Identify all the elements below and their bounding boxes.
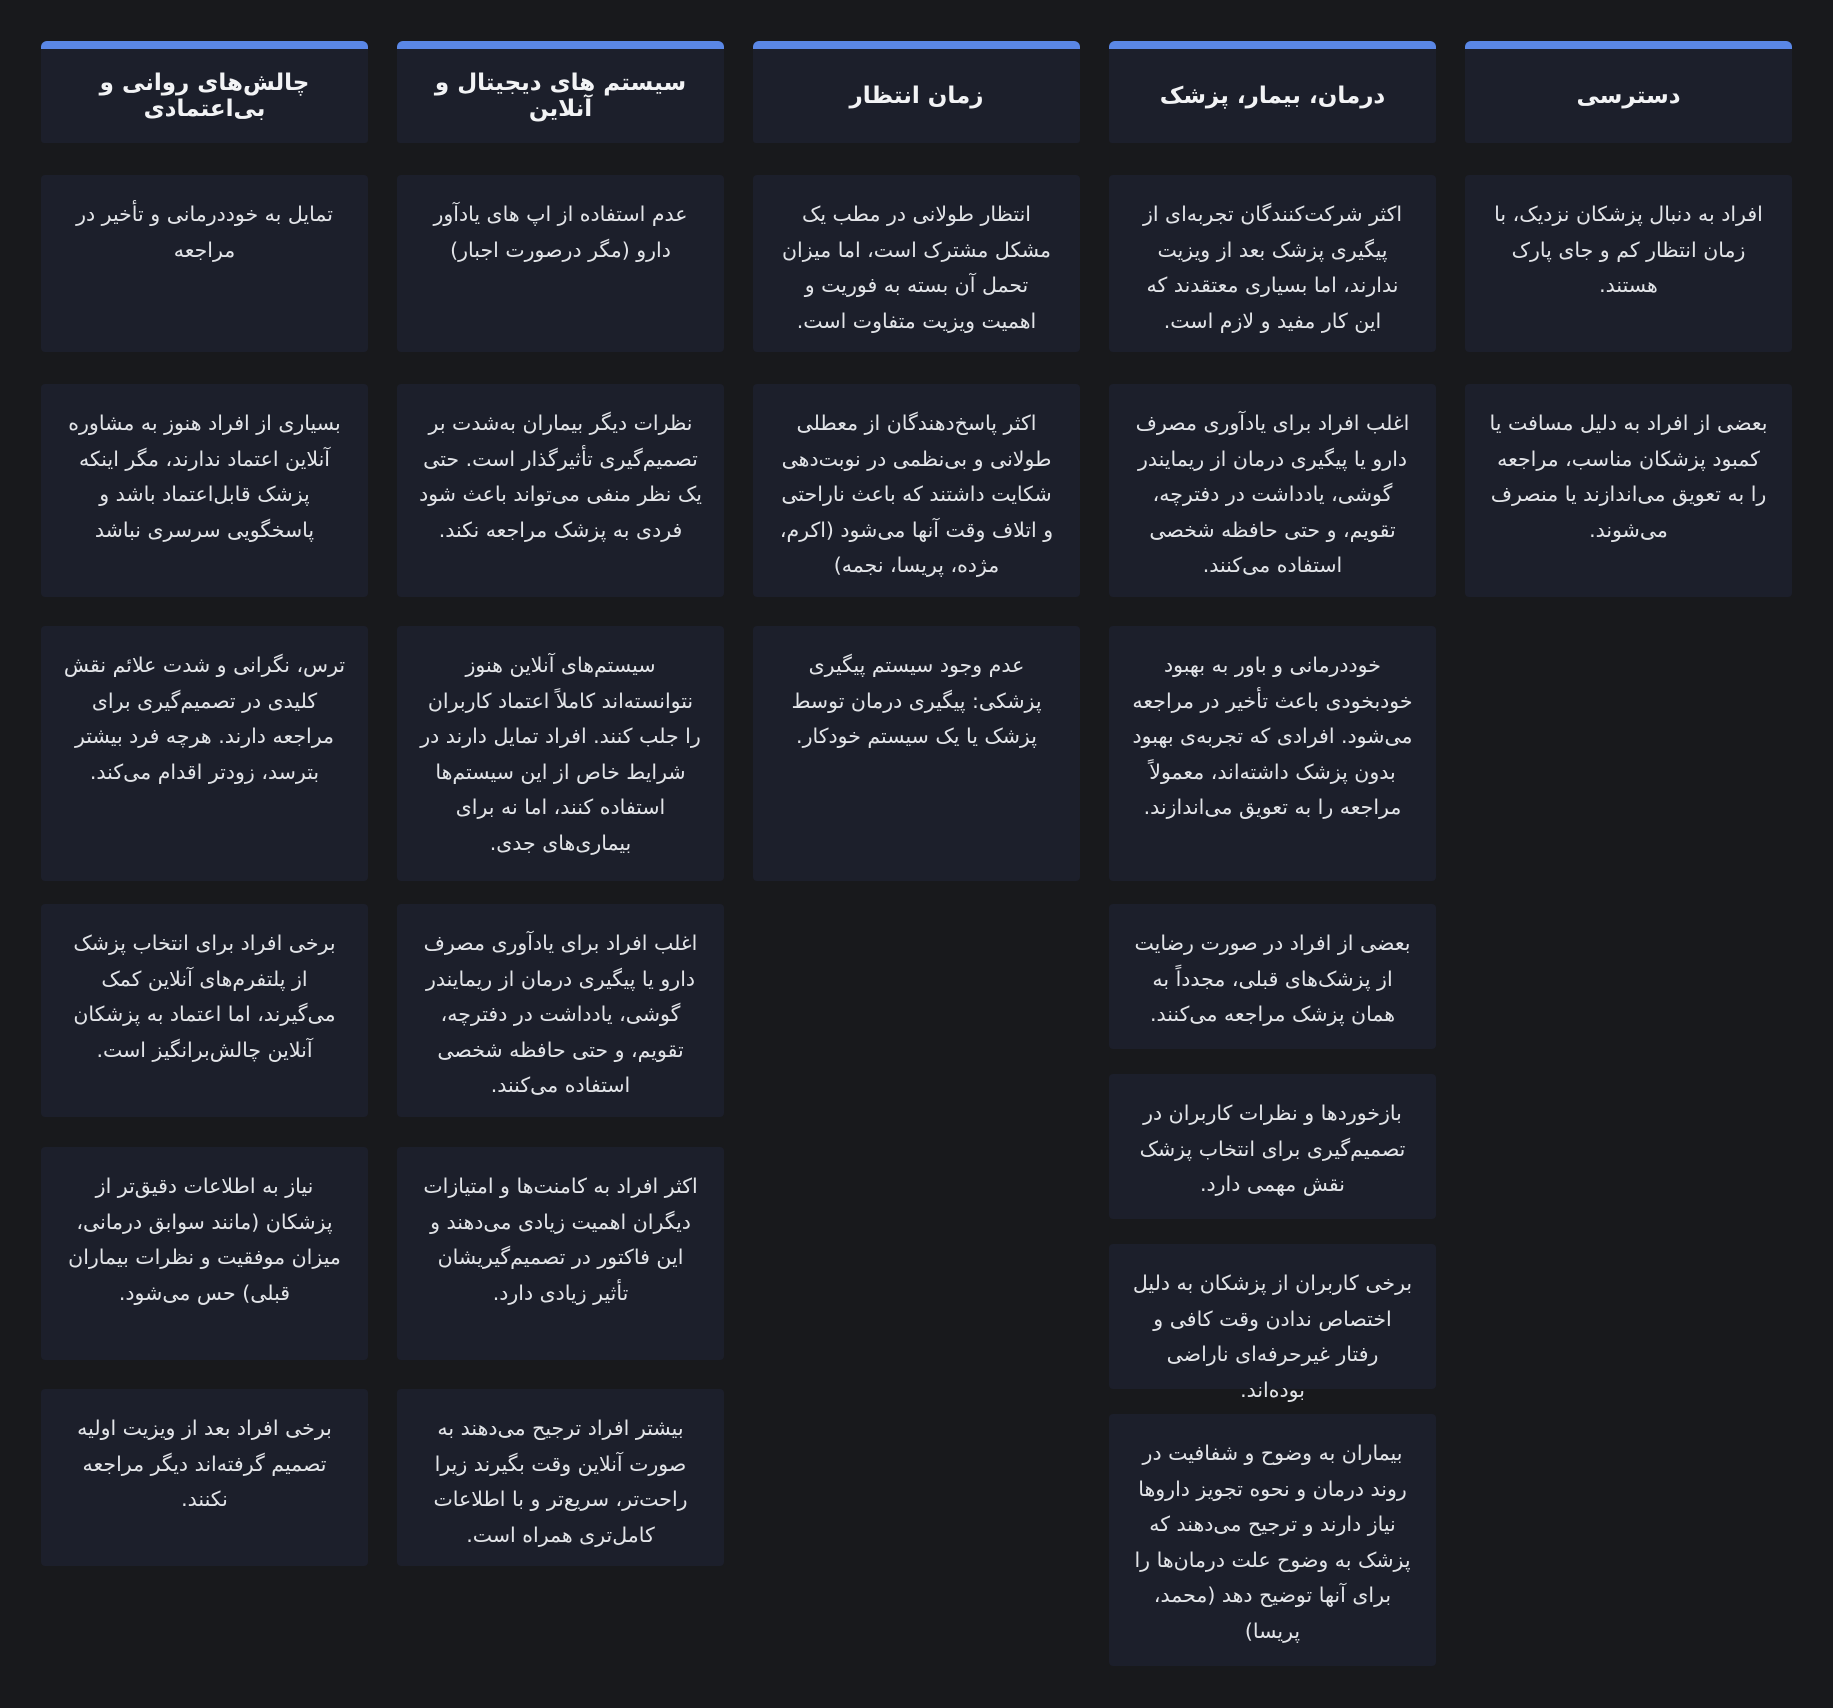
- note-card: اغلب افراد برای یادآوری مصرف دارو یا پیگیری درمان از ریمایندر گوشی، یادداشت در دفترچه، تقویم، و حتی حافظه شخصی استفاده می‌کنند.: [1109, 384, 1436, 597]
- column-header: دسترسی: [1465, 41, 1792, 143]
- note-card: عدم وجود سیستم پیگیری پزشکی: پیگیری درمان توسط پزشک یا یک سیستم خودکار.: [753, 626, 1080, 881]
- note-card: انتظار طولانی در مطب یک مشکل مشترک است، اما میزان تحمل آن بسته به فوریت و اهمیت ویزیت متفاوت است.: [753, 175, 1080, 352]
- note-card: اکثر افراد به کامنت‌ها و امتیازات دیگران اهمیت زیادی می‌دهند و این فاکتور در تصمیم‌گیریشان تأثیر زیادی دارد.: [397, 1147, 724, 1360]
- column-header: چالش‌های روانی و بی‌اعتمادی: [41, 41, 368, 143]
- note-card: اکثر شرکت‌کنندگان تجربه‌ای از پیگیری پزشک بعد از ویزیت ندارند، اما بسیاری معتقدند که این کار مفید و لازم است.: [1109, 175, 1436, 352]
- column-header: درمان، بیمار، پزشک: [1109, 41, 1436, 143]
- column-header: زمان انتظار: [753, 41, 1080, 143]
- note-card: اکثر پاسخ‌دهندگان از معطلی طولانی و بی‌نظمی در نوبت‌دهی شکایت داشتند که باعث ناراحتی و اتلاف وقت آنها می‌شود (اکرم، مژده، پریسا، نجمه): [753, 384, 1080, 597]
- note-card: بیماران به وضوح و شفافیت در روند درمان و نحوه تجویز داروها نیاز دارند و ترجیح می‌دهند که پزشک به وضوح علت درمان‌ها را برای آنها توضیح دهد (محمد، پریسا): [1109, 1414, 1436, 1666]
- note-card: برخی افراد برای انتخاب پزشک از پلتفرم‌های آنلاین کمک می‌گیرند، اما اعتماد به پزشکان آنلاین چالش‌برانگیز است.: [41, 904, 368, 1117]
- note-card: بعضی از افراد به دلیل مسافت یا کمبود پزشکان مناسب، مراجعه را به تعویق می‌اندازند یا منصرف می‌شوند.: [1465, 384, 1792, 597]
- note-card: بسیاری از افراد هنوز به مشاوره آنلاین اعتماد ندارند، مگر اینکه پزشک قابل‌اعتماد باشد و پاسخگویی سرسری نباشد: [41, 384, 368, 597]
- note-card: بعضی از افراد در صورت رضایت از پزشک‌های قبلی، مجدداً به همان پزشک مراجعه می‌کنند.: [1109, 904, 1436, 1049]
- column-header: سیستم های دیجیتال و آنلاین: [397, 41, 724, 143]
- note-card: سیستم‌های آنلاین هنوز نتوانسته‌اند کاملاً اعتماد کاربران را جلب کنند. افراد تمایل دارند در شرایط خاص از این سیستم‌ها استفاده کنند، اما نه برای بیماری‌های جدی.: [397, 626, 724, 881]
- note-card: تمایل به خوددرمانی و تأخیر در مراجعه: [41, 175, 368, 352]
- note-card: عدم استفاده از اپ های یادآور دارو (مگر درصورت اجبار): [397, 175, 724, 352]
- note-card: خوددرمانی و باور به بهبود خودبخودی باعث تأخیر در مراجعه می‌شود. افرادی که تجربه‌ی بهبود بدون پزشک داشته‌اند، معمولاً مراجعه را به تعویق می‌اندازند.: [1109, 626, 1436, 881]
- note-card: افراد به دنبال پزشکان نزدیک، با زمان انتظار کم و جای پارک هستند.: [1465, 175, 1792, 352]
- note-card: نظرات دیگر بیماران به‌شدت بر تصمیم‌گیری تأثیرگذار است. حتی یک نظر منفی می‌تواند باعث شود فردی به پزشک مراجعه نکند.: [397, 384, 724, 597]
- note-card: بیشتر افراد ترجیح می‌دهند به صورت آنلاین وقت بگیرند زیرا راحت‌تر، سریع‌تر و با اطلاعات کامل‌تری همراه است.: [397, 1389, 724, 1566]
- note-card: برخی افراد بعد از ویزیت اولیه تصمیم گرفته‌اند دیگر مراجعه نکنند.: [41, 1389, 368, 1566]
- note-card: ترس، نگرانی و شدت علائم نقش کلیدی در تصمیم‌گیری برای مراجعه دارند. هرچه فرد بیشتر بترسد، زودتر اقدام می‌کند.: [41, 626, 368, 881]
- note-card: اغلب افراد برای یادآوری مصرف دارو یا پیگیری درمان از ریمایندر گوشی، یادداشت در دفترچه، تقویم، و حتی حافظه شخصی استفاده می‌کنند.: [397, 904, 724, 1117]
- note-card: نیاز به اطلاعات دقیق‌تر از پزشکان (مانند سوابق درمانی، میزان موفقیت و نظرات بیماران قبلی) حس می‌شود.: [41, 1147, 368, 1360]
- note-card: بازخوردها و نظرات کاربران در تصمیم‌گیری برای انتخاب پزشک نقش مهمی دارد.: [1109, 1074, 1436, 1219]
- note-card: برخی کاربران از پزشکان به دلیل اختصاص ندادن وقت کافی و رفتار غیرحرفه‌ای ناراضی بوده‌اند.: [1109, 1244, 1436, 1389]
